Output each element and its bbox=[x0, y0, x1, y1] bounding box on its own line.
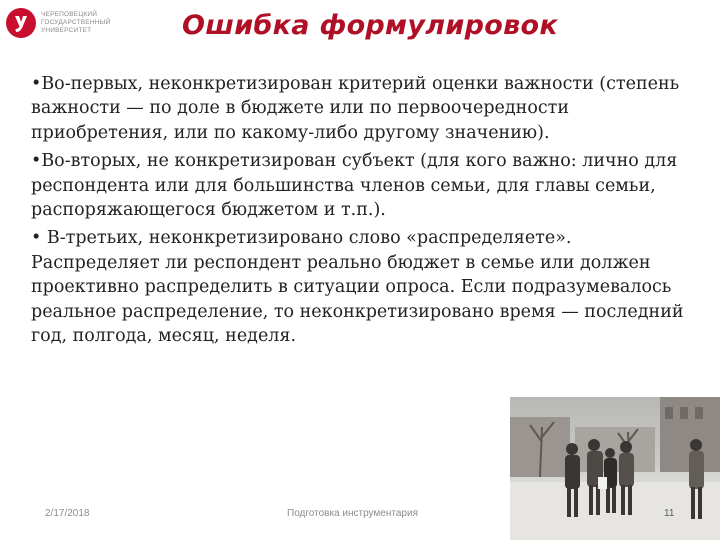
bullet-paragraph: •Во-вторых, не конкретизирован субъект (для кого важно: лично для респондента или для большинства членов семьи, для главы семьи, распоряжающегося бюджетом и т.п.). bbox=[31, 151, 678, 221]
logo-text bbox=[41, 11, 126, 34]
bullet-paragraph: • В-третьих, неконкретизировано слово «распределяете». Распределяет ли респондент реально бюджет в семье или должен проективно распределить в ситуации опроса. Если подразумевалось реальное распределение, то неконкретизировано время — последний год, полгода, месяц, неделя. bbox=[31, 228, 684, 347]
footer-topic: Подготовка инструментария bbox=[287, 508, 418, 519]
street-people-photo bbox=[510, 397, 720, 540]
logo-line: УНИВЕРСИТЕТ bbox=[41, 26, 92, 34]
logo-emblem-icon bbox=[6, 8, 36, 38]
bullet-paragraph: •Во-первых, неконкретизирован критерий оценки важности (степень важности — по доле в бюджете или по первоочередности приобретения, или по какому-либо другому значению). bbox=[31, 74, 680, 143]
slide-body bbox=[31, 72, 691, 352]
logo-line: ЧЕРЕПОВЕЦКИЙ bbox=[41, 11, 98, 18]
university-logo bbox=[6, 8, 126, 38]
logo-line: ГОСУДАРСТВЕННЫЙ bbox=[41, 18, 111, 26]
slide-title: Ошибка формулировок bbox=[182, 10, 558, 41]
footer-date: 2/17/2018 bbox=[45, 508, 90, 519]
slide-number: 11 bbox=[664, 508, 675, 519]
